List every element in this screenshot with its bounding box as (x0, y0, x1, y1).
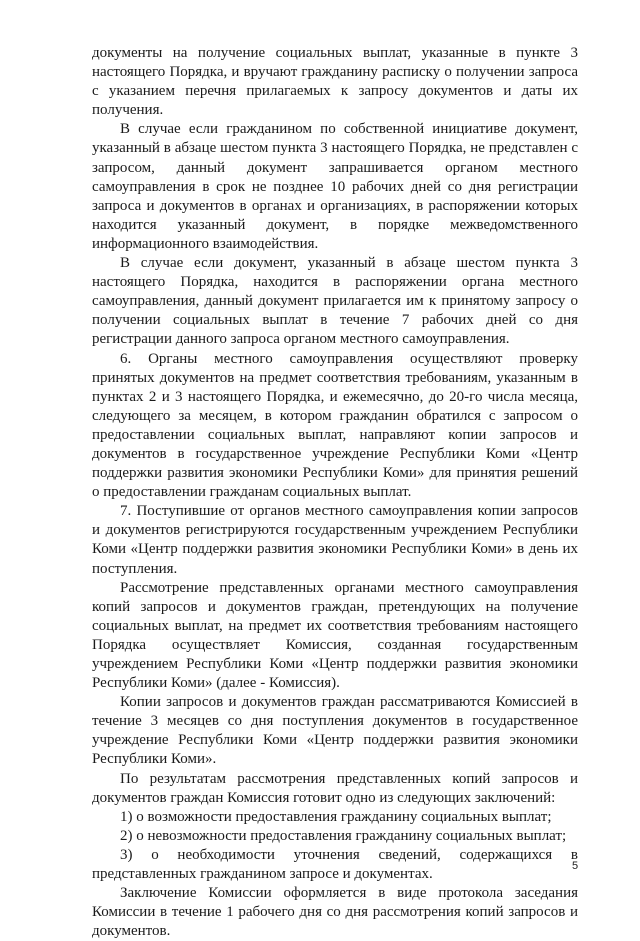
paragraph-protocol: Заключение Комиссии оформляется в виде протокола заседания Комиссии в течение 1 рабочего дня со дня рассмотрения копий запросов и документов. (92, 885, 578, 940)
paragraph-continuation: документы на получение социальных выплат, указанные в пункте 3 настоящего Порядка, и вручают гражданину расписку о получении запроса с указанием перечня прилагаемых к запросу документов и даты их получения. (92, 45, 578, 119)
paragraph-review-period: Копии запросов и документов граждан рассматриваются Комиссией в течение 3 месяцев со дня поступления документов в государственное учреждение Республики Коми «Центр поддержки развития экономики Республики Коми». (92, 694, 578, 768)
paragraph-document-in-possession: В случае если документ, указанный в абзаце шестом пункта 3 настоящего Порядка, находится в распоряжении органа местного самоуправления, данный документ прилагается им к принятому запросу о получении социальных выплат в течение 7 рабочих дней со дня регистрации данного запроса органом местного самоуправления. (92, 255, 578, 348)
document-body (92, 44, 578, 941)
paragraph-item-6: 6. Органы местного самоуправления осуществляют проверку принятых документов на предмет соответствия требованиям, указанным в пунктах 2 и 3 настоящего Порядка, и ежемесячно, до 20-го числа месяца, следующего за месяцем, в котором гражданин обратился с запросом о предоставлении социальных выплат, направляют копии запросов и документов в государственное учреждение Республики Коми «Центр поддержки развития экономики Республики Коми» для принятия решений о предоставлении гражданам социальных выплат. (92, 350, 578, 501)
page-number: 5 (572, 860, 579, 872)
paragraph-item-7: 7. Поступившие от органов местного самоуправления копии запросов и документов регистрируются государственным учреждением Республики Коми «Центр поддержки развития экономики Республики Коми» в день их поступления. (92, 503, 578, 577)
list-item-conclusion-3: 3) о необходимости уточнения сведений, содержащихся в представленных гражданином запросе и документах. (92, 846, 578, 883)
paragraph-commission-review: Рассмотрение представленных органами местного самоуправления копий запросов и документов граждан, претендующих на получение социальных выплат, на предмет их соответствия требованиям настоящего Порядка осуществляет Комиссия, созданная государственным учреждением Республики Коми «Центр поддержки развития экономики Республики Коми» (далее - Комиссия). (92, 579, 578, 692)
paragraph-conclusions-intro: По результатам рассмотрения представленных копий запросов и документов граждан Комиссия готовит одно из следующих заключений: (92, 770, 578, 806)
list-item-conclusion-2: 2) о невозможности предоставления гражданину социальных выплат; (120, 827, 567, 844)
list-item-conclusion-1: 1) о возможности предоставления гражданину социальных выплат; (120, 808, 552, 825)
paragraph-interagency-request: В случае если гражданином по собственной инициативе документ, указанный в абзаце шестом пункта 3 настоящего Порядка, не представлен с запросом, данный документ запрашивается органом местного самоуправления в срок не позднее 10 рабочих дней со дня регистрации запроса и документов в органах и организациях, в распоряжении которых находится указанный документ, в порядке межведомственного информационного взаимодействия. (92, 121, 578, 252)
